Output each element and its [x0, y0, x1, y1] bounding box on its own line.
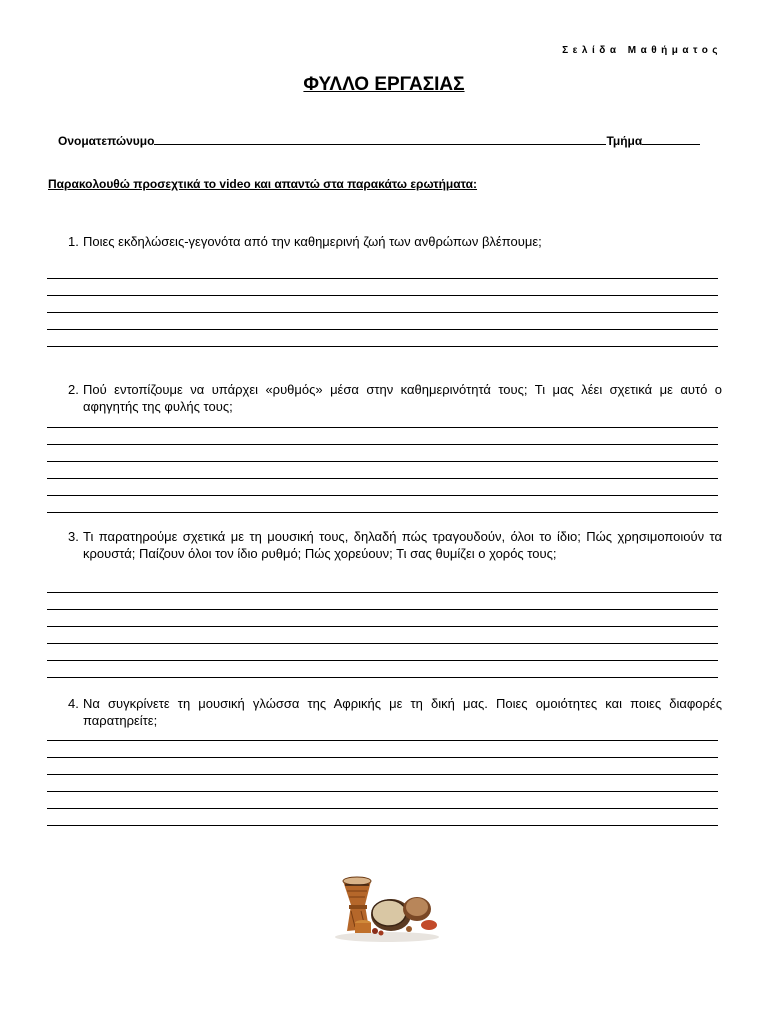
class-label: Τμήμα	[606, 134, 643, 148]
answer-line[interactable]	[47, 643, 718, 644]
name-class-row	[58, 133, 700, 148]
answer-line[interactable]	[47, 312, 718, 313]
answer-line[interactable]	[47, 740, 718, 741]
answer-line[interactable]	[47, 592, 718, 593]
question-number: 3.	[68, 529, 79, 544]
answer-line[interactable]	[47, 677, 718, 678]
answer-line[interactable]	[47, 808, 718, 809]
answer-line[interactable]	[47, 329, 718, 330]
name-label: Ονοματεπώνυμο	[58, 134, 155, 148]
answer-line[interactable]	[47, 427, 718, 428]
question-4	[68, 695, 722, 729]
answer-line[interactable]	[47, 609, 718, 610]
question-1	[68, 233, 722, 250]
answer-line[interactable]	[47, 825, 718, 826]
page-header-label: Σελίδα Μαθήματος	[562, 45, 722, 56]
answer-line[interactable]	[47, 444, 718, 445]
answer-line[interactable]	[47, 512, 718, 513]
question-text: Να συγκρίνετε τη μουσική γλώσσα της Αφρικής με τη δική μας. Ποιες ομοιότητες και ποιες διαφορές παρατηρείτε;	[83, 696, 722, 728]
question-number: 2.	[68, 382, 79, 397]
answer-line[interactable]	[47, 757, 718, 758]
answer-line[interactable]	[47, 278, 718, 279]
answer-line[interactable]	[47, 626, 718, 627]
name-field[interactable]	[154, 133, 606, 145]
class-field[interactable]	[642, 133, 700, 145]
question-2	[68, 381, 722, 415]
question-text: Ποιες εκδηλώσεις-γεγονότα από την καθημερινή ζωή των ανθρώπων βλέπουμε;	[83, 234, 542, 249]
answer-line[interactable]	[47, 660, 718, 661]
answer-line[interactable]	[47, 791, 718, 792]
worksheet-title: ΦΥΛΛΟ ΕΡΓΑΣΙΑΣ	[303, 74, 465, 95]
question-text: Πού εντοπίζουμε να υπάρχει «ρυθμός» μέσα στην καθημερινότητά τους; Τι μας λέει σχετικά με αυτό ο αφηγητής της φυλής τους;	[83, 382, 722, 414]
african-drums-icon	[325, 871, 443, 943]
answer-line[interactable]	[47, 461, 718, 462]
answer-line[interactable]	[47, 495, 718, 496]
answer-line[interactable]	[47, 478, 718, 479]
instructions-text: Παρακολουθώ προσεχτικά το video και απαντώ στα παρακάτω ερωτήματα:	[48, 177, 478, 191]
question-text: Τι παρατηρούμε σχετικά με τη μουσική τους, δηλαδή πώς τραγουδούν, όλοι το ίδιο; Πώς χρησιμοποιούν τα κρουστά; Παίζουν όλοι τον ίδιο ρυθμό; Πώς χορεύουν; Τι σας θυμίζει ο χορός τους;	[83, 529, 722, 561]
question-number: 1.	[68, 234, 79, 249]
answer-line[interactable]	[47, 346, 718, 347]
answer-line[interactable]	[47, 774, 718, 775]
question-3	[68, 528, 722, 562]
answer-line[interactable]	[47, 295, 718, 296]
question-number: 4.	[68, 696, 79, 711]
